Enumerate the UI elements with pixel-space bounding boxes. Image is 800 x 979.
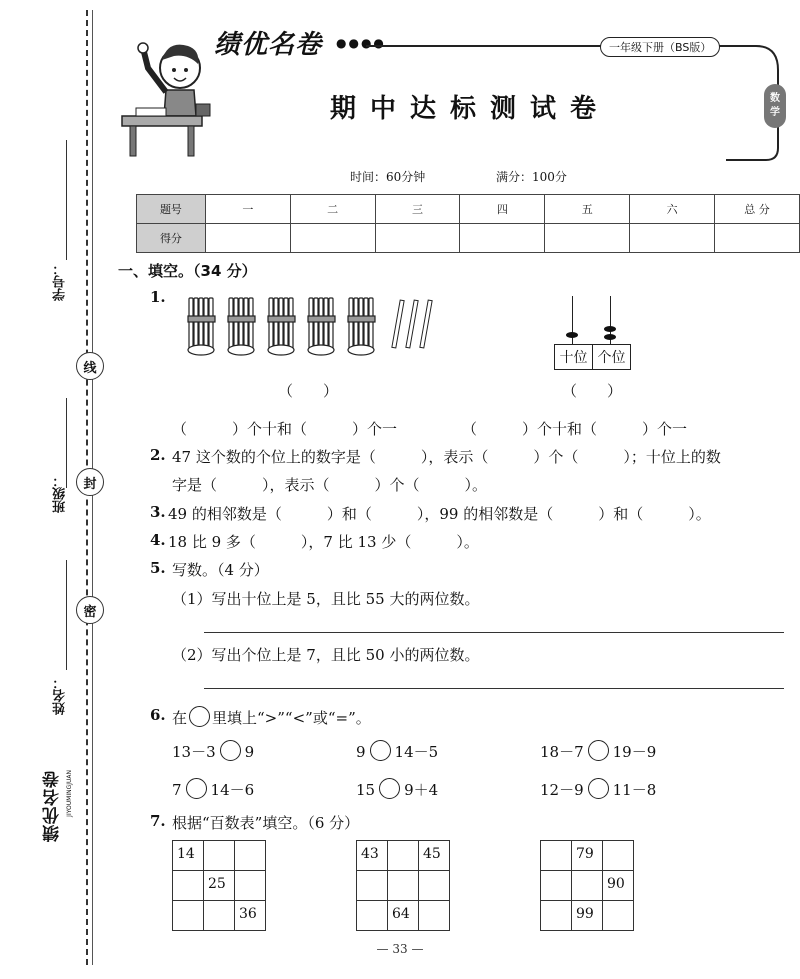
grid-cell[interactable] [204, 841, 235, 871]
grid-cell[interactable] [235, 841, 266, 871]
grid-cell[interactable] [173, 871, 204, 901]
q7-number: 7. [150, 812, 166, 830]
hundred-grid-3 [540, 840, 634, 931]
full-score: 满分：100分 [496, 170, 567, 184]
q4-number: 4. [150, 531, 166, 549]
side-brand-logo: 绩优名卷 JIYOUMINGJUAN [43, 770, 73, 842]
q6-number: 6. [150, 706, 166, 724]
grid-cell[interactable]: 90 [603, 871, 634, 901]
grade-badge: 一年级下册（BS版） [600, 37, 720, 57]
bundles-of-sticks [186, 296, 456, 358]
q5-sub2: （2）写出个位上是 7，且比 50 小的两位数。 [172, 646, 480, 664]
hundred-grid-2 [356, 840, 450, 931]
col-3: 三 [375, 195, 460, 224]
student-no-line [66, 140, 67, 260]
grid-cell[interactable] [419, 871, 450, 901]
seal-line: 线 [76, 352, 104, 380]
q6-text: 在 里填上“>”“<”或“=”。 [172, 706, 371, 728]
circle-icon [189, 706, 210, 727]
student-no-label: 学号： [52, 262, 67, 301]
grid-cell[interactable] [235, 871, 266, 901]
q2-number: 2. [150, 446, 166, 464]
col-2: 二 [290, 195, 375, 224]
grid-cell[interactable] [388, 841, 419, 871]
q3-number: 3. [150, 503, 166, 521]
col-4: 四 [460, 195, 545, 224]
page-number: — 33 — [376, 942, 424, 956]
subject-badge: 数 学 [764, 84, 786, 128]
abacus-bead [604, 326, 616, 332]
q1-paren-left[interactable]: （ ） [278, 382, 339, 400]
q1-paren-right[interactable]: （ ） [562, 382, 623, 400]
grid-cell[interactable]: 45 [419, 841, 450, 871]
grid-cell[interactable] [173, 901, 204, 931]
q5-answer-line-1[interactable] [204, 632, 784, 633]
score-table [136, 194, 800, 253]
col-total: 总 分 [715, 195, 800, 224]
row-header-question: 题号 [137, 195, 206, 224]
score-cell[interactable] [375, 224, 460, 253]
compare-item: 7 14－6 [172, 778, 254, 800]
compare-circle[interactable] [379, 778, 400, 799]
abacus-bead [566, 332, 578, 338]
grid-cell[interactable] [603, 901, 634, 931]
compare-item: 13－3 9 [172, 740, 254, 762]
q4-text[interactable]: 18 比 9 多（ ），7 比 13 少（ ）。 [168, 533, 479, 551]
name-line [66, 560, 67, 670]
q5-sub1: （1）写出十位上是 5，且比 55 大的两位数。 [172, 590, 480, 608]
grid-cell[interactable] [419, 901, 450, 931]
grid-cell[interactable] [388, 871, 419, 901]
compare-circle[interactable] [588, 778, 609, 799]
grid-cell[interactable]: 25 [204, 871, 235, 901]
q5-answer-line-2[interactable] [204, 688, 784, 689]
col-1: 一 [205, 195, 290, 224]
brand-logo: 绩优名卷 [214, 30, 323, 60]
compare-circle[interactable] [220, 740, 241, 761]
student-illustration [118, 32, 218, 160]
q7-text: 根据“百数表”填空。（6 分） [172, 814, 360, 832]
compare-item: 18－7 19－9 [540, 740, 656, 762]
compare-item: 15 9＋4 [356, 778, 438, 800]
hundred-grid-1 [172, 840, 266, 931]
score-cell[interactable] [460, 224, 545, 253]
q2-line2[interactable]: 字是（ ），表示（ ）个（ ）。 [172, 476, 488, 494]
class-label: 班级： [52, 474, 67, 513]
section-heading: 一、填空。（34 分） [118, 262, 257, 280]
grid-cell[interactable] [603, 841, 634, 871]
grid-cell[interactable] [204, 901, 235, 931]
grid-cell[interactable]: 36 [235, 901, 266, 931]
compare-circle[interactable] [186, 778, 207, 799]
grid-cell[interactable] [541, 901, 572, 931]
brand-dots: ●●●● [336, 36, 386, 50]
grid-cell[interactable]: 43 [357, 841, 388, 871]
score-cell[interactable] [290, 224, 375, 253]
abacus-bead [604, 334, 616, 340]
grid-cell[interactable] [572, 871, 603, 901]
name-label: 姓名： [52, 676, 67, 715]
time-limit: 时间：60分钟 [350, 170, 426, 184]
grid-cell[interactable]: 64 [388, 901, 419, 931]
col-6: 六 [630, 195, 715, 224]
score-cell[interactable] [630, 224, 715, 253]
q1-fill-left[interactable]: （ ）个十和（ ）个一 [172, 420, 398, 438]
grid-cell[interactable] [357, 901, 388, 931]
q5-number: 5. [150, 559, 166, 577]
compare-item: 9 14－5 [356, 740, 438, 762]
score-cell[interactable] [205, 224, 290, 253]
col-5: 五 [545, 195, 630, 224]
row-header-score: 得分 [137, 224, 206, 253]
grid-cell[interactable] [357, 871, 388, 901]
compare-circle[interactable] [588, 740, 609, 761]
q2-line1[interactable]: 47 这个数的个位上的数字是（ ），表示（ ）个（ ）；十位上的数 [172, 448, 721, 466]
compare-circle[interactable] [370, 740, 391, 761]
q1-number: 1. [150, 288, 166, 306]
compare-item: 12－9 11－8 [540, 778, 656, 800]
q3-text[interactable]: 49 的相邻数是（ ）和（ ），99 的相邻数是（ ）和（ ）。 [168, 505, 711, 523]
abacus-ones-label: 个位 [592, 344, 631, 370]
q1-fill-right[interactable]: （ ）个十和（ ）个一 [462, 420, 688, 438]
grid-cell[interactable]: 79 [572, 841, 603, 871]
score-cell[interactable] [545, 224, 630, 253]
seal-secret: 密 [76, 596, 104, 624]
q5-text: 写数。（4 分） [172, 561, 269, 579]
grid-cell[interactable]: 14 [173, 841, 204, 871]
grid-cell[interactable]: 99 [572, 901, 603, 931]
page-title: 期中达标测试卷 [330, 94, 611, 124]
grid-cell[interactable] [541, 841, 572, 871]
score-cell[interactable] [715, 224, 800, 253]
grid-cell[interactable] [541, 871, 572, 901]
seal-seal: 封 [76, 468, 104, 496]
abacus-tens-label: 十位 [554, 344, 593, 370]
